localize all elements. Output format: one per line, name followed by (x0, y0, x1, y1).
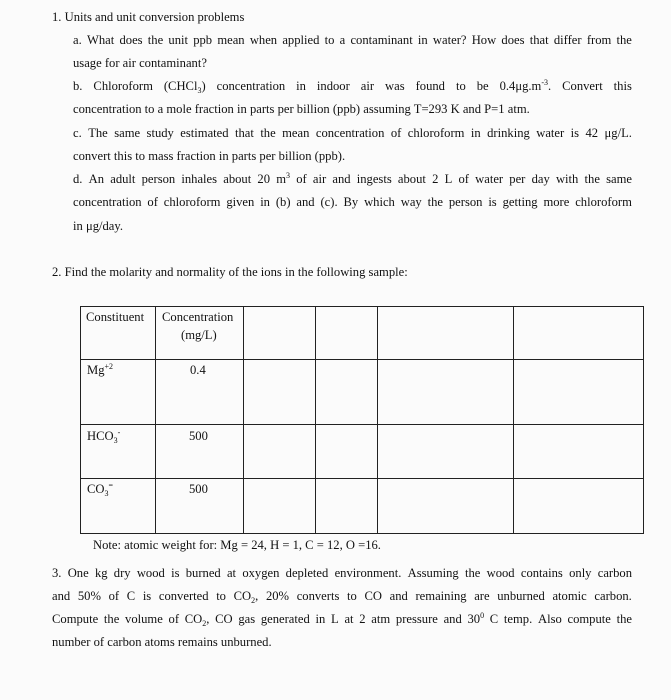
table-divider (243, 307, 244, 533)
header-constituent: Constituent (86, 310, 145, 324)
table-divider (155, 307, 156, 533)
q3-line2: and 50% of C is converted to $CO_2$, 20% converts to CO and remaining are unburned atomic carbon. (52, 589, 632, 605)
q1b-line1: b. Chloroform (CHCl$_3$) concentration in indoor air was found to be $0.4\mu g.m^{-3}$. Convert this (73, 78, 632, 95)
q1d-line3: in μg/day. (73, 219, 124, 233)
table-row-ion: $HCO_3^-$ (87, 428, 121, 445)
table-divider (81, 359, 643, 360)
table-divider (81, 424, 643, 425)
q1a-line2: usage for air contaminant? (73, 56, 207, 70)
q3-line3: Compute the volume of $CO_2$, CO gas generated in L at 2 atm pressure and $30^0$ C temp. Also compute the (52, 611, 632, 628)
q1d-line2: concentration of chloroform given in (b) and (c). By which way the person is getting more chloroform (73, 195, 632, 209)
table-row-ion: $CO_3^=$ (87, 481, 114, 498)
q3-line4: number of carbon atoms remains unburned. (52, 635, 272, 649)
header-concentration-unit: (mg/L) (181, 328, 217, 342)
table-divider (315, 307, 316, 533)
header-concentration: Concentration (162, 310, 234, 324)
table-row-value: 0.4 (190, 363, 206, 377)
table-divider (377, 307, 378, 533)
q1-title: 1. Units and unit conversion problems (52, 10, 245, 24)
table-row-ion: $Mg^{+2}$ (87, 362, 114, 377)
table-divider (81, 478, 643, 479)
table-row-value: 500 (189, 482, 208, 496)
q1d-line1: d. An adult person inhales about 20 $m^3$ of air and ingests about 2 L of water per day with the same (73, 171, 632, 186)
q1c-line1: c. The same study estimated that the mean concentration of chloroform in drinking water is 42 μg/L. (73, 126, 632, 140)
ion-table (80, 306, 644, 534)
q1c-line2: convert this to mass fraction in parts per billion (ppb). (73, 149, 346, 163)
table-row-value: 500 (189, 429, 208, 443)
q1b-line2: concentration to a mole fraction in parts per billion (ppb) assuming T=293 K and P=1 atm. (73, 102, 530, 116)
atomic-weight-note: Note: atomic weight for: Mg = 24, H = 1, C = 12, O =16. (93, 538, 381, 552)
q2-title: 2. Find the molarity and normality of the ions in the following sample: (52, 265, 408, 279)
table-divider (513, 307, 514, 533)
q1a-line1: a. What does the unit ppb mean when applied to a contaminant in water? How does that differ from the (73, 33, 632, 47)
q3-line1: 3. One kg dry wood is burned at oxygen depleted environment. Assuming the wood contains only carbon (52, 566, 632, 580)
